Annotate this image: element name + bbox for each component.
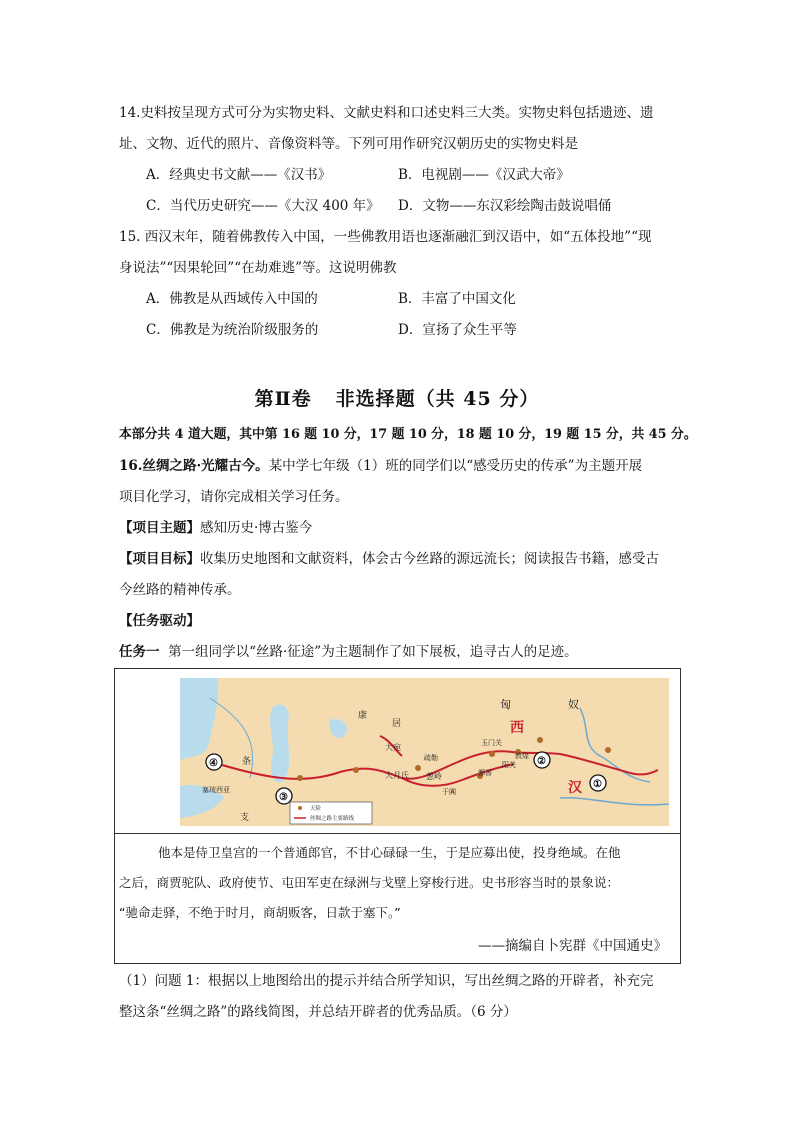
q14-option-b: B．电视剧——《汉武大帝》 [398, 167, 570, 183]
q16-line2: 项目化学习，请你完成相关学习任务。 [119, 489, 349, 505]
label-shule: 疏勒 [424, 754, 438, 762]
q15-option-c: C．佛教是为统治阶级服务的 [146, 322, 319, 338]
q15-stem-line2: 身说法”“因果轮回”“在劫难逃”等。这说明佛教 [119, 260, 397, 276]
q16-theme [119, 518, 312, 538]
silk-road-map [180, 678, 669, 826]
question1-line2: 整这条“丝绸之路”的路线简图，并总结开辟者的优秀品质。（6 分） [119, 1004, 517, 1020]
marker-4 [206, 754, 222, 770]
quote-line3: “驰命走驿，不绝于时月，商胡贩客，日款于塞下。” [119, 905, 401, 920]
label-n3: ③ [279, 792, 288, 803]
label-congling: 葱岭 [426, 772, 442, 781]
legend-route-text: 丝绸之路主要路线 [310, 816, 355, 822]
q16-heading-rest: 某中学七年级（1）班的同学们以“感受历史的传承”为主题开展 [268, 458, 643, 474]
q14-option-a: A．经典史书文献——《汉书》 [146, 167, 332, 183]
caspian-sea [270, 705, 289, 783]
task1-line [119, 642, 578, 662]
q15-option-a: A．佛教是从西域传入中国的 [146, 291, 318, 307]
q14-stem-line2: 址、文物、近代的照片、音像资料等。下列可用作研究汉朝历史的实物史料是 [119, 136, 578, 152]
task-drive-label: 【任务驱动】 [119, 613, 200, 629]
section-intro: 本部分共 4 道大题，其中第 16 题 10 分，17 题 10 分，18 题 10 分，19 题 15 分，共 45 分。 [119, 427, 697, 442]
label-zhi: 支 [240, 813, 250, 823]
task1-label: 任务一 [119, 644, 160, 660]
label-sailuxiya: 塞琉西亚 [202, 786, 230, 794]
goal-text-1: 收集历史地图和文献资料，体会古今丝路的源远流长；阅读报告书籍，感受古 [200, 551, 659, 567]
q15-option-d: D．宣扬了众生平等 [398, 322, 517, 338]
label-han: 汉 [568, 780, 582, 796]
map-legend [290, 802, 372, 824]
quote-line2: 之后，商贾驼队、政府使节、屯田军吏在绿洲与戈壁上穿梭行进。史书形容当时的景象说： [119, 875, 620, 890]
label-n4: ④ [209, 758, 218, 769]
quote-source: ——摘编自卜宪群《中国通史》 [478, 938, 667, 954]
label-dawan: 大宛 [385, 743, 401, 752]
panel-divider [115, 833, 680, 834]
label-kang: 康 [358, 711, 368, 721]
marker-1 [590, 775, 606, 791]
q16-goal-line2: 今丝路的精神传承。 [119, 582, 241, 598]
label-xiongnu-2: 奴 [568, 698, 579, 711]
map-background [180, 678, 669, 826]
q14-option-c: C．当代历史研究——《大汉 400 年》 [146, 198, 380, 214]
label-shanshan: 鄯善 [478, 769, 492, 777]
q16-heading [119, 456, 642, 476]
section-title [0, 384, 794, 411]
theme-label: 【项目主题】 [119, 520, 200, 536]
theme-text: 感知历史·博古鉴今 [200, 520, 313, 536]
legend-camel-text: 天险 [310, 806, 322, 812]
marker-2 [534, 752, 550, 768]
marker-3 [276, 788, 292, 804]
section-part: 第Ⅱ卷 [254, 388, 312, 410]
question1-line1: （1）问题 1：根据以上地图给出的提示并结合所学知识，写出丝绸之路的开辟者，补充完 [119, 973, 654, 989]
label-ju: 居 [392, 719, 402, 729]
label-xiongnu-1: 匈 [500, 698, 511, 711]
q15-stem-line1: 15. 西汉末年，随着佛教传入中国，一些佛教用语也逐渐融汇到汉语中，如“五体投地”“现 [119, 229, 652, 245]
label-dunhuang: 敦煌 [515, 752, 529, 760]
goal-label: 【项目目标】 [119, 551, 200, 567]
legend-camel-icon [298, 806, 302, 810]
q15-option-b: B．丰富了中国文化 [398, 291, 516, 307]
label-yutian: 于阗 [442, 788, 456, 796]
label-tiao: 条 [242, 757, 252, 767]
quote-line1: 他本是侍卫皇宫的一个普通郎官，不甘心碌碌一生，于是应募出使，投身绝域。在他 [158, 845, 621, 860]
task1-text: 第一组同学以“丝路·征途”为主题制作了如下展板，追寻古人的足迹。 [168, 644, 578, 660]
label-dayuezhi: 大月氏 [385, 771, 409, 780]
label-yangguan: 阳关 [502, 761, 516, 769]
q16-goal-line1 [119, 549, 659, 569]
label-xi: 西 [510, 720, 524, 736]
label-yumenguan: 玉门关 [481, 739, 502, 747]
section-name: 非选择题（共 45 分） [335, 388, 540, 410]
label-n1: ① [593, 779, 602, 790]
q14-option-d: D．文物——东汉彩绘陶击鼓说唱俑 [398, 198, 612, 214]
q16-heading-bold: 16.丝绸之路·光耀古今。 [119, 458, 269, 474]
label-n2: ② [537, 756, 546, 767]
q14-stem-line1: 14.史料按呈现方式可分为实物史料、文献史料和口述史料三大类。实物史料包括遗迹、遗 [119, 105, 654, 121]
